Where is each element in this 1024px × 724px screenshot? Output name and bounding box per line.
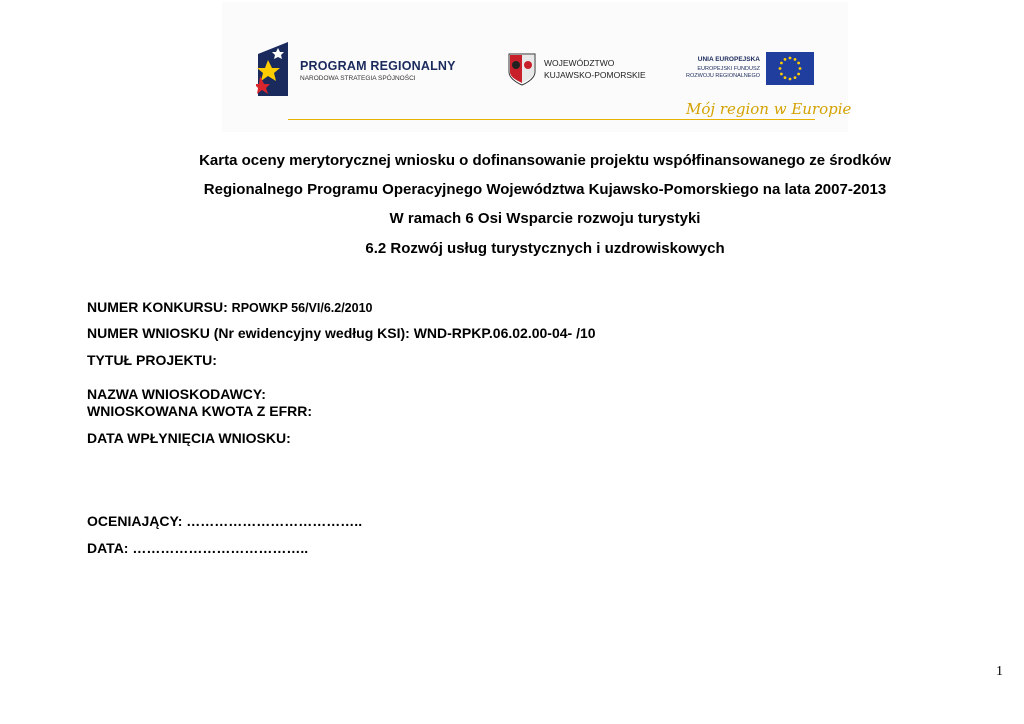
voivodeship-line1: WOJEWÓDZTWO [544, 58, 615, 68]
requested-amount-label: WNIOSKOWANA KWOTA Z EFRR: [87, 403, 313, 419]
application-date-label: DATA WPŁYNIĘCIA WNIOSKU: [87, 430, 291, 446]
application-number-value: WND-RPKP.06.02.00-04- /10 [413, 325, 596, 341]
competition-number-value: RPOWKP 56/VI/6.2/2010 [231, 301, 373, 315]
eu-flag-icon [766, 52, 814, 85]
eu-union-label: UNIA EUROPEJSKA [697, 56, 760, 63]
motto-text: Mój region w Europie [686, 100, 852, 118]
program-title: PROGRAM REGIONALNY [300, 59, 456, 73]
eu-regional-label: ROZWOJU REGIONALNEGO [686, 73, 760, 79]
page-number: 1 [996, 664, 1003, 679]
date-field: DATA: ……………………………….. [87, 540, 309, 556]
competition-number-label: NUMER KONKURSU: [87, 299, 232, 315]
program-subtitle: NARODOWA STRATEGIA SPÓJNOŚCI [300, 75, 416, 82]
application-number-field [87, 325, 596, 341]
eu-fund-label: EUROPEJSKI FUNDUSZ [697, 66, 760, 72]
evaluator-field: OCENIAJĄCY: ……………………………….. [87, 513, 363, 529]
document-title-line3: W ramach 6 Osi Wsparcie rozwoju turystyki [389, 210, 701, 227]
application-number-label: NUMER WNIOSKU (Nr ewidencyjny według KSI): [87, 325, 414, 341]
header-divider [288, 119, 815, 120]
voivodeship-line2: KUJAWSKO-POMORSKIE [544, 70, 646, 80]
document-title-line1: Karta oceny merytorycznej wniosku o dofinansowanie projektu współfinansowanego ze środków [199, 152, 891, 169]
voivodeship-coat-of-arms-icon [507, 52, 537, 86]
document-title-line2: Regionalnego Programu Operacyjnego Województwa Kujawsko-Pomorskiego na lata 2007-2013 [203, 181, 887, 198]
project-title-label: TYTUŁ PROJEKTU: [87, 352, 217, 368]
document-title-line4: 6.2 Rozwój usług turystycznych i uzdrowiskowych [365, 240, 725, 257]
applicant-name-label: NAZWA WNIOSKODAWCY: [87, 386, 266, 402]
competition-number-field [87, 299, 373, 315]
